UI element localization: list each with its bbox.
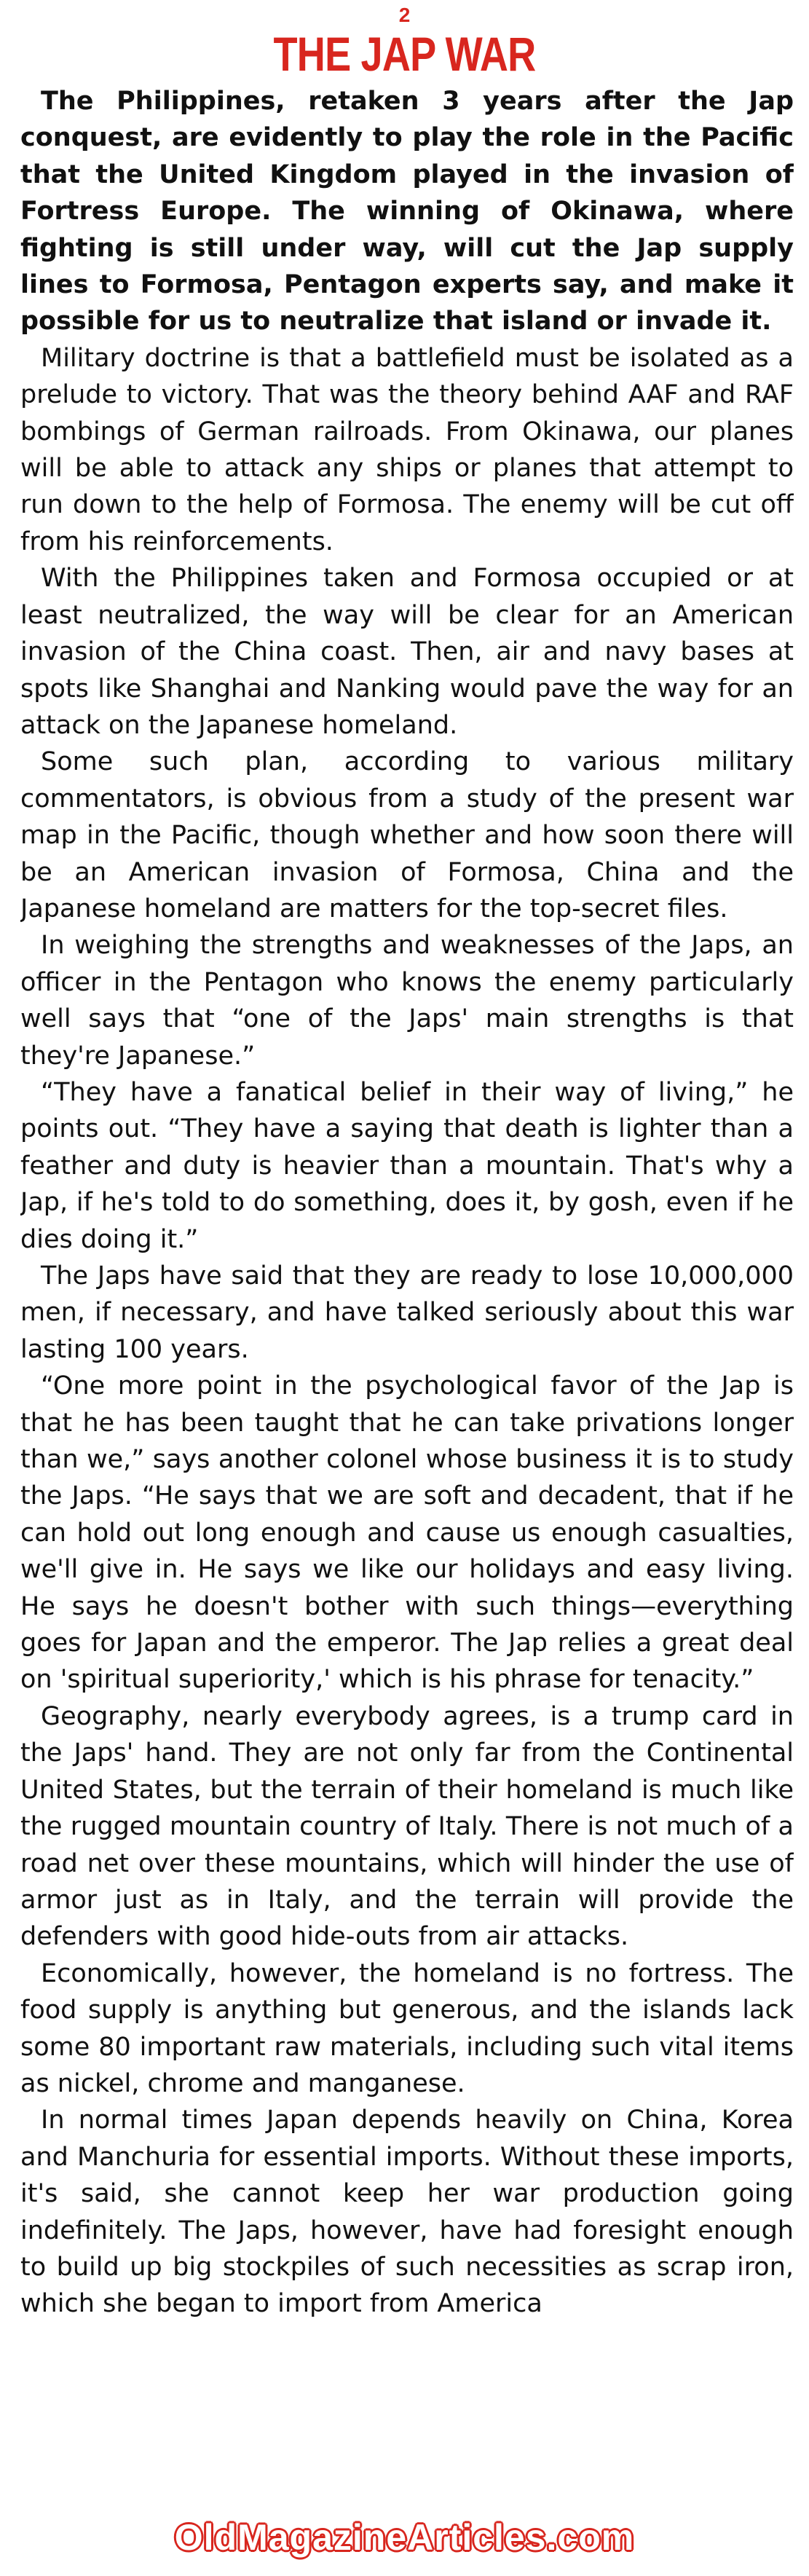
paragraph-3: With the Philippines taken and Formosa occupied or at least neutralized, the way will be clear for an American invasion of the China coast. Then, air and navy bases at spots like Shanghai and Nanking would pave the way for an attack on the Japanese homeland. xyxy=(20,564,794,740)
article-body xyxy=(20,83,794,2486)
paragraph-8: “One more point in the psychological favor of the Jap is that he has been taught that he can take privations longer than we,” says another colonel whose business it is to study the Japs. “He says that we are soft and decadent, that if he can hold out long enough and cause us enough casualties, we'll give in. He says we like our holidays and easy living. He says he doesn't bother with such things—everything goes for Japan and the emperor. The Jap relies a great deal on 'spiritual superiority,' which is his phrase for tenacity.” xyxy=(20,1371,794,1695)
paragraph-9: Geography, nearly everybody agrees, is a trump card in the Japs' hand. They are not only far from the Continental United States, but the terrain of their homeland is much like the rugged mountain country of Italy. There is not much of a road net over these mountains, which will hinder the use of armor just as in Italy, and the terrain will provide the defenders with good hide-outs from air attacks. xyxy=(20,1701,794,1952)
paragraph-7: The Japs have said that they are ready to lose 10,000,000 men, if necessary, and have talked seriously about this war lasting 100 years. xyxy=(20,1261,794,1364)
paragraph-2: Military doctrine is that a battlefield must be isolated as a prelude to victory. That was the theory behind AAF and RAF bombings of German railroads. From Okinawa, our planes will be able to attack any ships or planes that attempt to run down to the help of Formosa. The enemy will be cut off from his reinforcements. xyxy=(20,343,794,556)
article-title: THE JAP WAR xyxy=(273,27,536,81)
paragraph-11: In normal times Japan depends heavily on China, Korea and Manchuria for essential imports. Without these imports, it's said, she cannot keep her war production going indefinitely. The Japs, however, have had foresight enough to build up big stockpiles of such necessities as scrap iron, which she began to import from America xyxy=(20,2106,794,2319)
paragraph-6: “They have a fanatical belief in their way of living,” he points out. “They have a saying that death is lighter than a feather and duty is heavier than a mountain. That's why a Jap, if he's told to do something, does it, by gosh, even if he dies doing it.” xyxy=(20,1077,794,1254)
page-number: 2 xyxy=(398,4,411,26)
paragraph-4: Some such plan, according to various military commentators, is obvious from a study of the present war map in the Pacific, though whether and how soon there will be an American invasion of Formosa, China and the Japanese homeland are matters for the top-secret files. xyxy=(20,747,794,923)
paragraph-5: In weighing the strengths and weaknesses of the Japs, an officer in the Pentagon who knows the enemy particularly well says that “one of the Japs' main strengths is that they're Japanese.” xyxy=(20,931,794,1071)
paragraph-10: Economically, however, the homeland is no fortress. The food supply is anything but generous, and the islands lack some 80 important raw materials, including such vital items as nickel, chrome and manganese. xyxy=(20,1958,794,2098)
paragraph-1: The Philippines, retaken 3 years after the Jap conquest, are evidently to play the role in the Pacific that the United Kingdom played in the invasion of Fortress Europe. The winning of Okinawa, where fighting is still under way, will cut the Jap supply lines to Formosa, Pentagon experts say, and make it possible for us to neutralize that island or invade it. xyxy=(20,87,794,336)
watermark-link[interactable]: OldMagazineArticles.com xyxy=(174,2517,635,2558)
